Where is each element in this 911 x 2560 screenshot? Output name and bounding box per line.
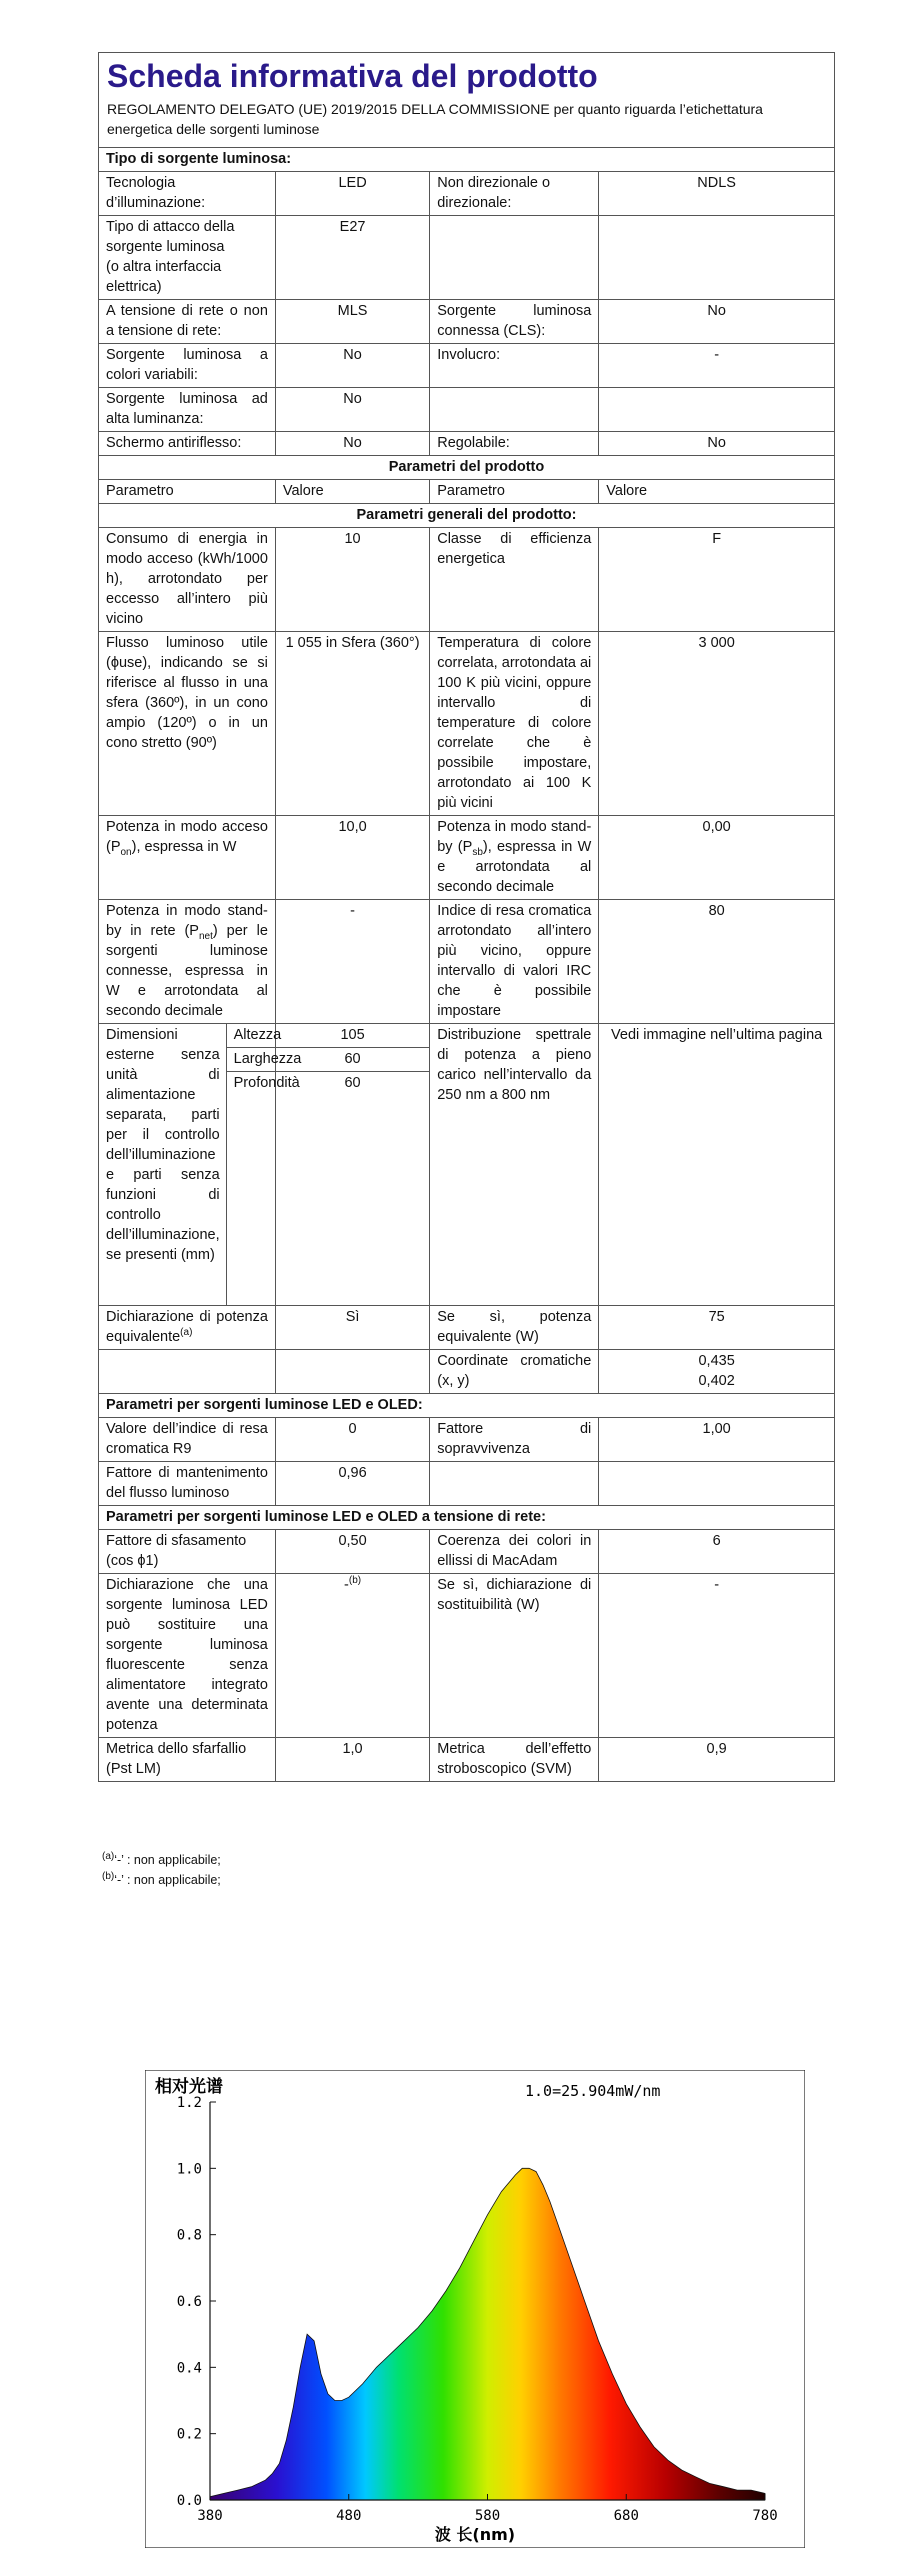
param-value: No xyxy=(275,344,429,388)
param-value: Vedi immagine nell’ultima pagina xyxy=(599,1024,834,1306)
param-value: 75 xyxy=(599,1306,834,1350)
empty-cell xyxy=(430,216,599,300)
dimensions-text: Dimensioni esterne senza unità di alimentazione separata, parti per il controllo dell’illuminazione e parti senza funzioni di controllo dell’illuminazione, se presenti (mm) xyxy=(106,1027,220,1263)
footnote-text: ‘-’ : non applicabile; xyxy=(114,1873,221,1887)
param-label: Se sì, potenza equivalente (W) xyxy=(430,1306,599,1350)
y-tick-label: 0.6 xyxy=(176,2294,202,2310)
param-label: Involucro: xyxy=(430,344,599,388)
column-header: Valore xyxy=(275,480,429,504)
height-value: 105 xyxy=(276,1024,429,1048)
param-label: Distribuzione spettrale di potenza a pieno carico nell’intervallo da 250 nm a 800 nm xyxy=(430,1024,599,1306)
empty-cell xyxy=(430,1462,599,1506)
parameters-table xyxy=(99,148,834,1781)
param-label: Fattore di mantenimento del flusso luminoso xyxy=(99,1462,275,1506)
table-row xyxy=(99,388,834,432)
table-row xyxy=(99,300,834,344)
chroma-x: 0,435 xyxy=(698,1353,735,1369)
param-label: Regolabile: xyxy=(430,432,599,456)
section-title: Parametri per sorgenti luminose LED e OLED: xyxy=(99,1394,834,1418)
y-axis-label: 相对光谱 xyxy=(155,2077,223,2097)
column-header: Parametro xyxy=(99,480,275,504)
depth-value: 60 xyxy=(344,1075,361,1091)
x-axis-label: 波 长(nm) xyxy=(434,2525,516,2544)
table-row xyxy=(99,1738,834,1782)
footnote-mark: (a) xyxy=(102,1850,115,1862)
empty-cell xyxy=(599,388,834,432)
height-label: Altezza xyxy=(226,1024,308,1048)
label-part: Potenza in modo stand-by in rete (P xyxy=(106,903,268,939)
param-value: 0 xyxy=(275,1418,429,1462)
param-label: Non direzionale o direzionale: xyxy=(430,172,599,216)
param-label: Schermo antiriflesso: xyxy=(99,432,275,456)
y-tick-label: 1.0 xyxy=(176,2161,202,2178)
param-value: 0,00 xyxy=(599,816,834,900)
empty-cell xyxy=(275,1350,429,1394)
section-title: Parametri generali del prodotto: xyxy=(99,504,834,528)
x-tick-label: 480 xyxy=(336,2508,362,2524)
param-label xyxy=(99,900,275,1024)
param-value: No xyxy=(599,432,834,456)
param-value: LED xyxy=(275,172,429,216)
footnote-b xyxy=(102,1870,221,1890)
empty-cell xyxy=(430,388,599,432)
param-value: 1,00 xyxy=(599,1418,834,1462)
footnote-ref: (b) xyxy=(348,1575,362,1587)
dimensions-cell xyxy=(99,1024,302,1306)
param-value xyxy=(275,1574,429,1738)
param-label: Dichiarazione che una sorgente luminosa LED può sostituire una sorgente luminosa fluorescente senza alimentatore integrato avente una determinata potenza xyxy=(99,1574,275,1738)
table-row xyxy=(99,1306,834,1350)
param-value: MLS xyxy=(275,300,429,344)
param-label: Consumo di energia in modo acceso (kWh/1000 h), arrotondato per eccesso all’intero più vicino xyxy=(99,528,275,632)
param-value: 0,96 xyxy=(275,1462,429,1506)
param-value: No xyxy=(599,300,834,344)
depth-label: Profondità xyxy=(233,1075,300,1091)
section-product-params xyxy=(99,456,834,480)
param-value: 0,50 xyxy=(275,1530,429,1574)
footnote-text: ‘-’ : non applicabile; xyxy=(114,1853,221,1867)
label-subscript: on xyxy=(120,846,132,858)
label-part: ), espressa in W xyxy=(131,839,237,855)
param-label xyxy=(430,816,599,900)
x-tick-label: 780 xyxy=(752,2508,778,2524)
section-led-oled xyxy=(99,1394,834,1418)
x-tick-label: 680 xyxy=(613,2508,639,2524)
table-row xyxy=(99,1024,834,1306)
column-header-row xyxy=(99,480,834,504)
label-part: Potenza in modo acceso (P xyxy=(106,819,268,855)
table-row xyxy=(99,1462,834,1506)
label-part: Potenza in modo stand-by (P xyxy=(437,819,592,855)
param-label: Sorgente luminosa connessa (CLS): xyxy=(430,300,599,344)
cap-label-note: (o altra interfaccia elettrica) xyxy=(106,259,222,295)
y-tick-label: 1.2 xyxy=(176,2095,202,2111)
param-label xyxy=(99,216,275,300)
param-label: A tensione di rete o non a tensione di rete: xyxy=(99,300,275,344)
param-label: Sorgente luminosa a colori variabili: xyxy=(99,344,275,388)
chroma-y: 0,402 xyxy=(698,1373,735,1389)
param-label: Coerenza dei colori in ellissi di MacAdam xyxy=(430,1530,599,1574)
chart-annotation: 1.0=25.904mW/nm xyxy=(525,2082,661,2100)
param-label xyxy=(99,1306,275,1350)
sheet-header xyxy=(99,53,834,148)
table-row xyxy=(99,900,834,1024)
section-title: Parametri per sorgenti luminose LED e OLED a tensione di rete: xyxy=(99,1506,834,1530)
column-header: Parametro xyxy=(430,480,599,504)
width-value: 60 xyxy=(276,1048,429,1072)
footnotes xyxy=(102,1850,221,1890)
param-value: - xyxy=(599,344,834,388)
param-value: 6 xyxy=(599,1530,834,1574)
param-value: 80 xyxy=(599,900,834,1024)
param-label: Temperatura di colore correlata, arrotondata ai 100 K più vicini, oppure intervallo di temperature di colore correlate che è possibile impostare, arrotondato ai 100 K più vicini xyxy=(430,632,599,816)
param-value: 10,0 xyxy=(275,816,429,900)
param-label: Flusso luminoso utile (ϕuse), indicando se si riferisce al flusso in una sfera (360º), in un cono ampio (120º) o in un cono stretto (90º) xyxy=(99,632,275,816)
param-value xyxy=(599,1350,834,1394)
param-value: 3 000 xyxy=(599,632,834,816)
column-header: Valore xyxy=(599,480,834,504)
x-tick-label: 580 xyxy=(474,2508,501,2524)
section-led-oled-mains xyxy=(99,1506,834,1530)
label-subscript: net xyxy=(198,930,213,942)
section-title: Tipo di sorgente luminosa: xyxy=(99,148,834,172)
product-information-sheet xyxy=(98,52,835,1782)
table-row xyxy=(99,1418,834,1462)
param-label: Coordinate cromatiche (x, y) xyxy=(430,1350,599,1394)
param-value: NDLS xyxy=(599,172,834,216)
page-title: Scheda informativa del prodotto xyxy=(107,58,598,94)
param-value: 1 055 in Sfera (360°) xyxy=(275,632,429,816)
label-part: Dichiarazione di potenza equivalente xyxy=(106,1309,268,1345)
param-label: Sorgente luminosa ad alta luminanza: xyxy=(99,388,275,432)
footnote-ref: (a) xyxy=(180,1327,193,1339)
empty-cell xyxy=(99,1350,275,1394)
section-light-source-type xyxy=(99,148,834,172)
y-tick-label: 0.0 xyxy=(176,2493,202,2509)
param-value: 10 xyxy=(275,528,429,632)
empty-cell xyxy=(599,1462,834,1506)
empty-cell xyxy=(599,216,834,300)
param-label: Fattore di sfasamento (cos ϕ1) xyxy=(99,1530,275,1574)
param-value: F xyxy=(599,528,834,632)
y-tick-label: 0.2 xyxy=(176,2426,202,2443)
table-row xyxy=(99,816,834,900)
param-label: Classe di efficienza energetica xyxy=(430,528,599,632)
table-row xyxy=(99,344,834,388)
section-general-params xyxy=(99,504,834,528)
param-label: Fattore di sopravvivenza xyxy=(430,1418,599,1462)
regulation-subtitle: REGOLAMENTO DELEGATO (UE) 2019/2015 DELLA COMMISSIONE per quanto riguarda l’etichettatura energetica delle sorgenti luminose xyxy=(107,101,763,137)
param-value: No xyxy=(275,432,429,456)
table-row xyxy=(99,172,834,216)
param-label: Metrica dell’effetto stroboscopico (SVM) xyxy=(430,1738,599,1782)
table-row xyxy=(99,1530,834,1574)
table-row xyxy=(99,216,834,300)
table-row xyxy=(99,432,834,456)
table-row xyxy=(99,528,834,632)
table-row xyxy=(99,1574,834,1738)
footnote-a xyxy=(102,1850,221,1870)
param-value: 1,0 xyxy=(275,1738,429,1782)
width-label: Larghezza xyxy=(226,1048,308,1072)
x-tick-label: 380 xyxy=(197,2508,223,2524)
param-value: Sì xyxy=(275,1306,429,1350)
param-label: Indice di resa cromatica arrotondato all’intero più vicino, oppure intervallo di valori IRC che è possibile impostare xyxy=(430,900,599,1024)
label-part: ), espressa in W e arrotondata al secondo decimale xyxy=(437,839,592,895)
dimensions-label xyxy=(99,1024,226,1305)
section-title: Parametri del prodotto xyxy=(99,456,834,480)
param-label: Se sì, dichiarazione di sostituibilità (W) xyxy=(430,1574,599,1738)
cap-label: Tipo di attacco della sorgente luminosa xyxy=(106,219,235,255)
label-part: ) per le sorgenti luminose connesse, espressa in W e arrotondata al secondo decimale xyxy=(106,923,268,1019)
param-label xyxy=(99,816,275,900)
param-value: E27 xyxy=(275,216,429,300)
table-row xyxy=(99,1350,834,1394)
param-label: Metrica dello sfarfallio (Pst LM) xyxy=(99,1738,275,1782)
label-subscript: sb xyxy=(472,846,483,858)
param-value: No xyxy=(275,388,429,432)
spectrum-chart xyxy=(145,2070,805,2548)
param-value: 0,9 xyxy=(599,1738,834,1782)
param-label: Valore dell’indice di resa cromatica R9 xyxy=(99,1418,275,1462)
y-tick-label: 0.4 xyxy=(176,2360,202,2377)
value-text: - xyxy=(344,1577,349,1593)
y-tick-label: 0.8 xyxy=(176,2227,202,2244)
footnote-mark: (b) xyxy=(102,1870,115,1882)
param-label: Tecnologia d’illuminazione: xyxy=(99,172,275,216)
param-value: - xyxy=(275,900,429,1024)
table-row xyxy=(99,632,834,816)
param-value: - xyxy=(599,1574,834,1738)
